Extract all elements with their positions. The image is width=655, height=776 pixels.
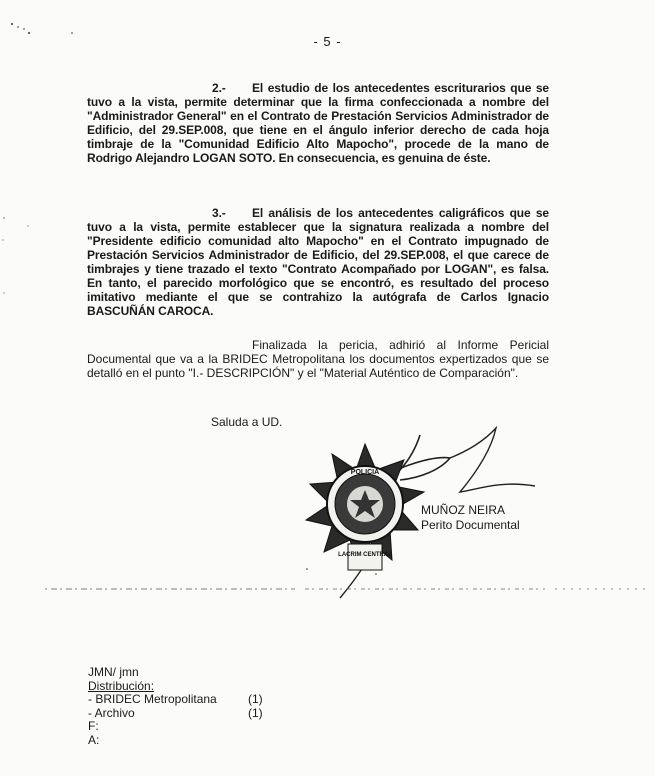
official-seal bbox=[300, 440, 430, 575]
dashed-separator bbox=[45, 586, 645, 592]
page-number: - 5 - bbox=[313, 34, 342, 49]
closing-paragraph bbox=[87, 338, 549, 380]
paragraph-number: 3.- bbox=[212, 206, 226, 220]
distribution-quantity: (1) bbox=[248, 705, 263, 720]
distribution-recipient: - Archivo bbox=[88, 705, 135, 720]
distribution-footer bbox=[88, 666, 278, 747]
signer-name: MUÑOZ NEIRA bbox=[421, 503, 505, 517]
a-label: A: bbox=[88, 732, 100, 747]
seal-top-text: POLICIA bbox=[350, 469, 380, 476]
distribution-label: Distribución: bbox=[88, 678, 155, 693]
distribution-recipient: - BRIDEC Metropolitana bbox=[88, 692, 217, 706]
paragraph-body: se tuvo a la vista, permite establecer que la signatura realizada a nombre del "Presidente edificio comunidad alto Mapocho" en el Contrato impugnado de Prestación Servicios Administrador de Edificio, del 29.SEP.008, el que carece de timbrajes y tiene trazado el texto "Contrato Acompañado por LOGAN", es falsa. En tanto, el parecido morfológico que se encontró, es resultado del proceso imitativo mediante el que se contrahizo la autógrafa de Carlos Ignacio BASCUÑÁN CAROCA. bbox=[87, 206, 549, 318]
closing-text: Finalizada la pericia, adhirió al Informe Pericial Documental que va a la BRIDEC Metropolitana los documentos expertizados que se detalló en el punto "I.- DESCRIPCIÓN" y el "Material Auténtico de Comparación". bbox=[87, 338, 549, 380]
greeting: Saluda a UD. bbox=[211, 415, 283, 429]
seal-bottom-text: LACRIM CENTRAL bbox=[338, 552, 392, 558]
paragraph-body: se tuvo a la vista, permite determinar que la firma confeccionada a nombre del "Administrador General" en el Contrato de Prestación Servicios Administrador de Edificio, del 29.SEP.008, que tiene en el ángulo inferior derecho de cada hoja timbraje de la "Comunidad Edificio Alto Mapocho", procede de la mano de Rodrigo Alejandro LOGAN SOTO. En consecuencia, es genuina de éste. bbox=[87, 81, 550, 165]
finding-paragraph-3 bbox=[87, 206, 549, 318]
distribution-quantity: (1) bbox=[248, 692, 263, 706]
paragraph-lead: El análisis de los antecedentes caligráficos que bbox=[252, 206, 531, 220]
finding-paragraph-2 bbox=[87, 81, 549, 165]
f-label: F: bbox=[88, 719, 99, 733]
distribution-item bbox=[88, 693, 278, 707]
distribution-item bbox=[88, 707, 278, 721]
signer-block bbox=[421, 503, 520, 533]
paragraph-number: 2.- bbox=[212, 81, 226, 95]
paragraph-lead: El estudio de los antecedentes escriturarios que bbox=[252, 81, 532, 95]
initials: JMN/ jmn bbox=[88, 665, 139, 679]
signer-title: Perito Documental bbox=[421, 518, 520, 532]
